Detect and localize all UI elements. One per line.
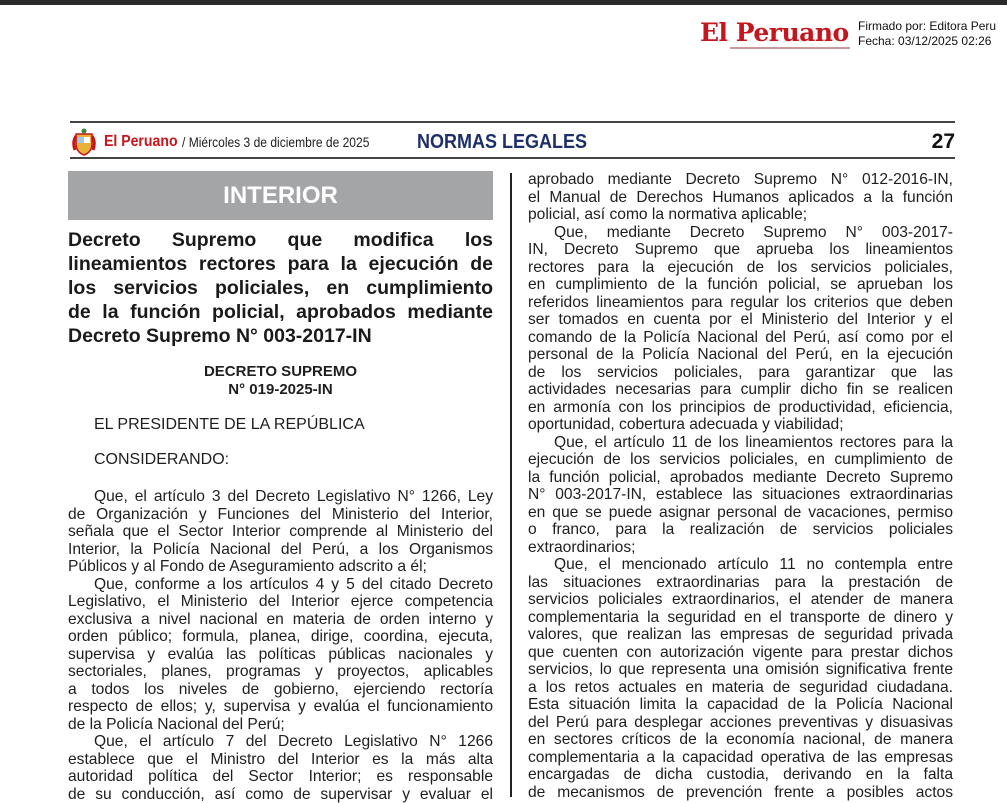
- text-line: actividades necesarias para cumplir dicho fin se realicen: [528, 381, 953, 399]
- text-line: sectoriales, planes, programas y proyectos, aplicables: [68, 663, 493, 681]
- text-line: aprobado mediante Decreto Supremo N° 012-2016-IN,: [528, 171, 953, 189]
- text-line: IN, Decreto Supremo que aprueba los lineamientos: [528, 241, 953, 259]
- text-line: en armonía con los principios de productividad, eficiencia,: [528, 399, 953, 417]
- text-line: en que se puede asignar personal de vacaciones, permiso: [528, 504, 953, 522]
- text-line: del Perú para desplegar acciones preventivas y disuasivas: [528, 714, 953, 732]
- text-line: comando de la Policía Nacional del Perú, así como por el: [528, 329, 953, 347]
- text-line: oportunidad, cobertura adecuada y viabilidad;: [528, 416, 953, 434]
- text-line: de la Policía Nacional del Perú;: [68, 716, 493, 734]
- text-line: en sectores críticos de la economía nacional, de manera: [528, 731, 953, 749]
- title-line: Decreto Supremo N° 003-2017-IN: [68, 324, 493, 348]
- text-line: ser tomados en cuenta por el Ministerio del Interior y el: [528, 311, 953, 329]
- text-line: respecto de ellos; y, supervisa y evalúa el funcionamiento: [68, 698, 493, 716]
- text-line: N° 003-2017-IN, establece las situaciones extraordinarias: [528, 486, 953, 504]
- text-line: encargadas de dicha custodia, derivando en la falta: [528, 766, 953, 784]
- page-header: [70, 128, 955, 156]
- text-line: Que, el artículo 3 del Decreto Legislativo N° 1266, Ley: [68, 488, 493, 506]
- text-line: rectores para la ejecución de los servicios policiales,: [528, 259, 953, 277]
- text-line: a todos los niveles de gobierno, ejerciendo rectoría: [68, 681, 493, 699]
- text-line: ejecución de los servicios policiales, en cumplimiento de: [528, 451, 953, 469]
- text-line: establece que el Ministro del Interior es la más alta: [68, 751, 493, 769]
- text-line: de su conducción, así como de supervisar y evaluar el: [68, 786, 493, 803]
- text-line: Que, el mencionado artículo 11 no contempla entre: [528, 556, 953, 574]
- title-line: de la función policial, aprobados mediante: [68, 300, 493, 324]
- header-brand: El Peruano: [104, 133, 178, 151]
- text-line: exclusiva a nivel nacional en materia de orden interno y: [68, 611, 493, 629]
- signature-logo: [700, 18, 849, 47]
- text-line: autoridad política del Sector Interior; es responsable: [68, 768, 493, 786]
- text-line: Esta situación limita la capacidad de la Policía Nacional: [528, 696, 953, 714]
- text-line: la función policial, aprobados mediante Decreto Supremo: [528, 469, 953, 487]
- header-date: / Miércoles 3 de diciembre de 2025: [182, 134, 369, 150]
- text-line: las situaciones extraordinarias para la prestación de: [528, 574, 953, 592]
- text-line: de los servicios policiales, para garantizar que las: [528, 364, 953, 382]
- text-line: el Manual de Derechos Humanos aplicados a la función: [528, 189, 953, 207]
- text-line: Que, el artículo 11 de los lineamientos rectores para la: [528, 434, 953, 452]
- text-line: personal de la Policía Nacional del Perú, en la ejecución: [528, 346, 953, 364]
- text-line: extraordinarios;: [528, 539, 953, 557]
- title-line: Decreto Supremo que modifica los: [68, 228, 493, 252]
- window-top-bar: [0, 0, 1007, 5]
- text-line: Interior, la Policía Nacional del Perú, a los Organismos: [68, 541, 493, 559]
- text-line: Públicos y al Fondo de Aseguramiento adscrito a él;: [68, 558, 493, 576]
- header-top-rule: [70, 121, 955, 123]
- signature-date: Fecha: 03/12/2025 02:26: [858, 34, 996, 49]
- text-line: policial, así como la normativa aplicable;: [528, 206, 953, 224]
- coat-of-arms-icon: [72, 128, 96, 156]
- text-line: referidos lineamientos para regular los criterios que deben: [528, 294, 953, 312]
- text-line: señala que el Sector Interior comprende al Ministerio del: [68, 523, 493, 541]
- text-line: orden público; formula, planea, dirige, coordina, ejecuta,: [68, 628, 493, 646]
- text-line: Que, conforme a los artículos 4 y 5 del citado Decreto: [68, 576, 493, 594]
- text-line: Legislativo, el Ministerio del Interior ejerce competencia: [68, 593, 493, 611]
- digital-signature: [858, 19, 996, 49]
- text-line: Que, el artículo 7 del Decreto Legislativo N° 1266: [68, 733, 493, 751]
- signed-by: Firmado por: Editora Peru: [858, 19, 996, 34]
- text-line: de mecanismos de prevención frente a posibles actos: [528, 784, 953, 802]
- text-line: de Organización y Funciones del Ministerio del Interior,: [68, 506, 493, 524]
- considerando-heading: CONSIDERANDO:: [94, 451, 229, 469]
- section-banner: INTERIOR: [68, 171, 493, 220]
- title-line: lineamientos rectores para la ejecución de: [68, 252, 493, 276]
- text-line: o franco, para la realización de servicios policiales: [528, 521, 953, 539]
- header-section: NORMAS LEGALES: [417, 131, 587, 154]
- column-divider: [510, 173, 512, 797]
- president-heading: EL PRESIDENTE DE LA REPÚBLICA: [94, 416, 365, 434]
- text-line: complementaria a la capacidad operativa de las empresas: [528, 749, 953, 767]
- title-line: los servicios policiales, en cumplimiento: [68, 276, 493, 300]
- decree-number: N° 019-2025-IN: [68, 381, 493, 398]
- text-line: servicios, lo que representa una omisión significativa frente: [528, 661, 953, 679]
- text-line: valores, que realizan las empresas de seguridad privada: [528, 626, 953, 644]
- text-line: complementaria la seguridad en el transporte de dinero y: [528, 609, 953, 627]
- text-line: supervisa y evalúa las políticas públicas nacionales y: [68, 646, 493, 664]
- text-line: que cuenten con autorización vigente para prestar dichos: [528, 644, 953, 662]
- text-line: a los retos actuales en materia de seguridad ciudadana.: [528, 679, 953, 697]
- decree-type: DECRETO SUPREMO: [68, 363, 493, 380]
- text-line: servicios policiales extraordinarios, el atender de manera: [528, 591, 953, 609]
- signature-logo-text: El Peruano: [700, 18, 849, 47]
- text-line: en cumplimiento de la función policial, se aprueban los: [528, 276, 953, 294]
- page-number: 27: [932, 130, 955, 154]
- text-line: Que, mediante Decreto Supremo N° 003-2017-: [528, 224, 953, 242]
- header-bottom-rule: [70, 157, 955, 159]
